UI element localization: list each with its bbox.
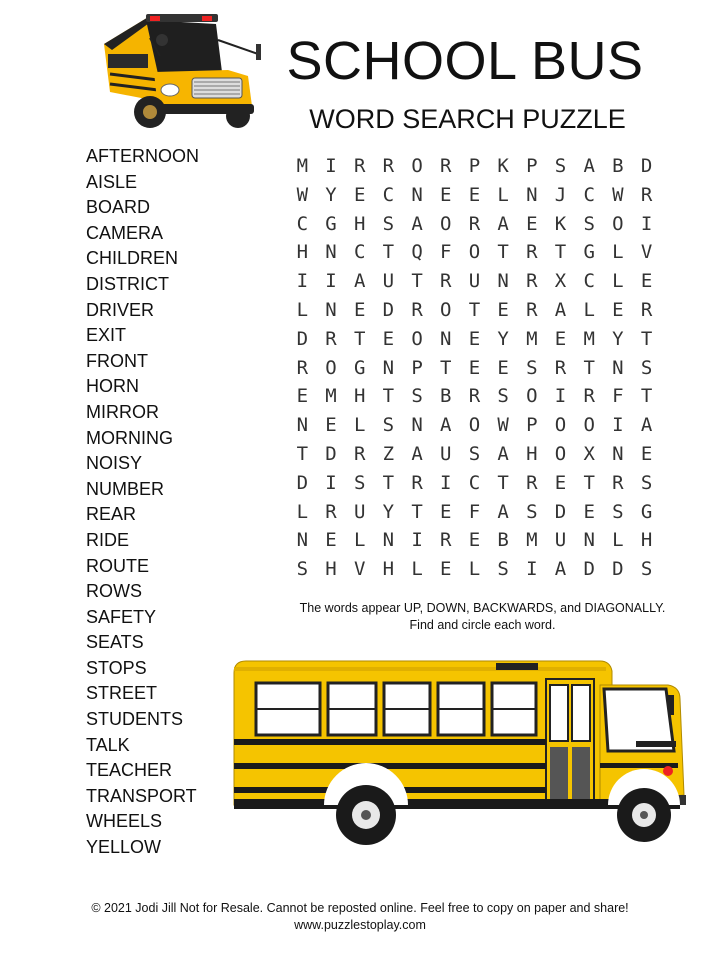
page-title: SCHOOL BUS [286,31,644,91]
grid-letter[interactable]: T [583,471,595,494]
grid-letter[interactable]: U [353,500,366,523]
grid-letter[interactable]: T [468,298,481,321]
word-list-item: STOPS [86,657,147,678]
grid-letter[interactable]: F [440,241,452,264]
grid-letter[interactable]: I [325,471,337,494]
grid-letter[interactable]: E [440,183,452,206]
grid-letter[interactable]: N [497,270,509,293]
grid-letter[interactable]: L [612,241,624,264]
grid-letter[interactable]: R [612,471,624,494]
word-list-item: FRONT [86,350,148,371]
grid-letter[interactable]: R [440,155,452,177]
word-list-item: STUDENTS [86,709,184,730]
grid-letter[interactable]: S [640,356,653,379]
school-bus-side-image [228,655,690,845]
grid-letter[interactable]: N [526,183,538,206]
grid-letter[interactable]: N [325,241,337,264]
grid-letter[interactable]: R [353,155,366,177]
grid-letter[interactable]: R [526,298,538,321]
grid-letter[interactable]: W [612,183,624,206]
grid-letter[interactable]: X [583,442,595,465]
grid-letter[interactable]: I [612,414,624,437]
grid-letter[interactable]: S [526,500,538,523]
grid-letter[interactable]: Y [382,500,395,523]
word-list-item: HORN [86,376,139,397]
grid-letter[interactable]: N [296,529,309,552]
grid-letter[interactable]: C [353,241,366,264]
grid-letter[interactable]: U [440,442,452,465]
grid-letter[interactable]: S [353,471,366,494]
grid-letter[interactable]: S [296,558,309,581]
word-list-item: TEACHER [86,760,173,781]
grid-letter[interactable]: E [353,183,366,206]
grid-letter[interactable]: T [382,241,395,264]
grid-letter[interactable]: B [612,155,624,177]
grid-letter[interactable]: S [526,356,538,379]
grid-letter[interactable]: T [640,385,653,408]
grid-letter[interactable]: T [353,327,366,350]
grid-letter[interactable]: D [296,471,309,494]
grid-letter[interactable]: E [497,356,509,379]
grid-letter[interactable]: U [554,529,567,552]
grid-letter[interactable]: R [640,183,653,206]
website-link: www.puzzlestoplay.com [294,918,426,932]
grid-letter[interactable]: L [411,558,423,581]
grid-letter[interactable]: H [325,558,337,581]
word-list-item: DRIVER [86,299,155,320]
grid-letter[interactable]: E [583,500,595,523]
grid-letter[interactable]: S [382,212,395,235]
grid-letter[interactable]: V [353,558,366,581]
grid-letter[interactable]: A [554,558,567,581]
grid-letter[interactable]: D [612,558,624,581]
grid-letter[interactable]: S [468,442,481,465]
grid-letter[interactable]: C [468,471,481,494]
grid-letter[interactable]: N [440,327,452,350]
grid-letter[interactable]: D [554,500,567,523]
grid-letter[interactable]: I [325,270,337,293]
grid-letter[interactable]: B [440,385,452,408]
grid-letter[interactable]: G [325,212,337,235]
word-list-item: ROWS [86,581,142,602]
school-bus-front-image [98,10,273,138]
grid-letter[interactable]: W [497,414,509,437]
grid-letter[interactable]: T [382,385,395,408]
grid-letter[interactable]: F [468,500,481,523]
grid-letter[interactable]: O [468,414,481,437]
grid-letter[interactable]: E [353,298,366,321]
grid-letter[interactable]: P [468,155,481,177]
grid-letter[interactable]: N [411,414,423,437]
grid-letter[interactable]: S [411,385,423,408]
grid-letter[interactable]: U [382,270,395,293]
grid-letter[interactable]: M [583,327,595,350]
grid-letter[interactable]: L [583,298,595,321]
grid-letter[interactable]: E [382,327,395,350]
grid-letter[interactable]: Y [612,327,624,350]
word-list-item: STREET [86,683,158,704]
grid-letter[interactable]: N [325,298,337,321]
grid-letter[interactable]: S [554,155,567,177]
word-list-item: CAMERA [86,222,164,243]
grid-letter[interactable]: R [411,298,423,321]
grid-letter[interactable]: R [640,298,653,321]
word-list-item: AFTERNOON [86,146,200,166]
grid-letter[interactable]: I [440,471,452,494]
word-list-item: NOISY [86,453,143,474]
grid-letter[interactable]: G [353,356,366,379]
grid-letter[interactable]: E [612,298,624,321]
grid-letter[interactable]: H [382,558,395,581]
grid-letter[interactable]: M [325,385,337,408]
grid-letter[interactable]: L [353,414,366,437]
grid-letter[interactable]: I [526,558,538,581]
grid-letter[interactable]: E [497,298,509,321]
grid-letter[interactable]: A [497,500,509,523]
grid-letter[interactable]: O [468,241,481,264]
grid-letter[interactable]: L [296,298,309,321]
word-list-item: MIRROR [86,401,159,422]
grid-letter[interactable]: I [554,385,567,408]
grid-letter[interactable]: R [411,471,423,494]
grid-letter[interactable]: H [640,529,653,552]
grid-letter[interactable]: M [526,529,538,552]
grid-letter[interactable]: D [296,327,309,350]
grid-letter[interactable]: K [554,212,567,235]
page-subtitle: WORD SEARCH PUZZLE [309,104,626,134]
grid-letter[interactable]: R [296,356,309,379]
grid-letter[interactable]: T [554,241,567,264]
word-list-item: YELLOW [86,837,162,858]
grid-letter[interactable]: R [468,212,481,235]
grid-letter[interactable]: S [612,500,624,523]
grid-letter[interactable]: C [296,212,309,235]
grid-letter[interactable]: T [411,270,423,293]
grid-letter[interactable]: O [583,414,595,437]
grid-letter[interactable]: R [468,385,481,408]
grid-letter[interactable]: N [382,529,395,552]
grid-letter[interactable]: C [583,183,595,206]
grid-letter[interactable]: O [440,212,452,235]
grid-letter[interactable]: I [296,270,309,293]
grid-letter[interactable]: H [353,385,366,408]
grid-letter[interactable]: O [411,155,423,177]
grid-letter[interactable]: Y [497,327,509,350]
grid-letter[interactable]: T [497,471,509,494]
word-list-item: NUMBER [86,478,165,499]
instructions-line-2: Find and circle each word. [409,618,556,632]
grid-letter[interactable]: E [468,356,481,379]
grid-letter[interactable]: O [554,442,567,465]
grid-letter[interactable]: O [411,327,423,350]
grid-letter[interactable]: E [468,183,481,206]
grid-letter[interactable]: R [382,155,395,177]
grid-letter[interactable]: C [583,270,595,293]
grid-letter[interactable]: T [497,241,509,264]
word-list-item: CHILDREN [86,248,179,269]
grid-letter[interactable]: I [325,155,337,177]
grid-letter[interactable]: R [353,442,366,465]
grid-letter[interactable]: I [640,212,653,235]
grid-letter[interactable]: Z [382,442,395,465]
grid-letter[interactable]: E [468,529,481,552]
grid-letter[interactable]: H [296,241,309,264]
grid-letter[interactable]: T [583,356,595,379]
grid-letter[interactable]: S [640,558,653,581]
word-list-item: MORNING [86,427,173,448]
grid-letter[interactable]: U [468,270,481,293]
grid-letter[interactable]: E [554,327,567,350]
grid-letter[interactable]: T [296,442,309,465]
grid-letter[interactable]: X [554,270,567,293]
grid-letter[interactable]: N [382,356,395,379]
grid-letter[interactable]: K [497,155,509,177]
grid-letter[interactable]: L [353,529,366,552]
grid-letter[interactable]: A [497,442,509,465]
grid-letter[interactable]: W [296,183,309,206]
word-list-item: SAFETY [86,606,157,627]
grid-letter[interactable]: O [554,414,567,437]
grid-letter[interactable]: R [440,270,452,293]
grid-letter[interactable]: E [526,212,538,235]
grid-letter[interactable]: L [612,270,624,293]
word-list-item: DISTRICT [86,273,169,294]
grid-letter[interactable]: G [583,241,595,264]
copyright-notice: © 2021 Jodi Jill Not for Resale. Cannot be reposted online. Feel free to copy on paper and share! [91,901,629,915]
grid-letter[interactable]: A [411,212,423,235]
grid-letter[interactable]: A [497,212,509,235]
grid-letter[interactable]: G [640,500,653,523]
word-list-item: BOARD [86,197,151,218]
grid-letter[interactable]: R [440,529,452,552]
word-list [86,144,199,861]
grid-letter[interactable]: D [583,558,595,581]
grid-letter[interactable]: J [554,183,567,206]
letter-grid [288,152,661,584]
instructions [270,600,695,634]
word-list-item: SEATS [86,632,144,653]
grid-letter[interactable]: D [640,155,653,177]
grid-letter[interactable]: E [440,500,452,523]
grid-letter[interactable]: N [411,183,423,206]
grid-letter[interactable]: O [440,298,452,321]
grid-letter[interactable]: H [353,212,366,235]
grid-letter[interactable]: T [440,356,452,379]
grid-letter[interactable]: R [526,270,538,293]
instructions-line-1: The words appear UP, DOWN, BACKWARDS, and DIAGONALLY. [299,601,666,615]
grid-letter[interactable]: N [612,356,624,379]
grid-letter[interactable]: R [583,385,595,408]
grid-letter[interactable]: S [640,471,653,494]
grid-letter[interactable]: H [526,442,538,465]
grid-letter[interactable]: P [526,414,538,437]
footer [0,900,720,934]
grid-letter[interactable]: E [554,471,567,494]
grid-letter[interactable]: L [468,558,481,581]
grid-letter[interactable]: F [612,385,624,408]
grid-letter[interactable]: B [497,529,509,552]
grid-letter[interactable]: O [526,385,538,408]
grid-letter[interactable]: O [612,212,624,235]
grid-letter[interactable]: T [382,471,395,494]
grid-letter[interactable]: T [640,327,653,350]
grid-letter[interactable]: D [382,298,395,321]
word-list-item: TALK [86,734,130,755]
grid-letter[interactable]: I [411,529,423,552]
grid-letter[interactable]: E [296,385,309,408]
grid-letter[interactable]: Y [325,183,337,206]
grid-letter[interactable]: A [640,414,653,437]
grid-letter[interactable]: O [325,356,337,379]
grid-letter[interactable]: L [497,183,509,206]
grid-letter[interactable]: N [296,414,309,437]
grid-letter[interactable]: S [583,212,595,235]
grid-letter[interactable]: C [382,183,395,206]
grid-letter[interactable]: A [411,442,423,465]
grid-letter[interactable]: E [440,558,452,581]
word-list-item: REAR [86,504,137,525]
grid-letter[interactable]: N [583,529,595,552]
grid-letter[interactable]: A [583,155,595,177]
word-list-item: EXIT [86,325,127,346]
grid-letter[interactable]: V [640,241,653,264]
grid-letter[interactable]: L [296,500,309,523]
grid-letter[interactable]: S [497,385,509,408]
grid-letter[interactable]: T [411,500,423,523]
grid-letter[interactable]: E [325,529,337,552]
grid-letter[interactable]: S [497,558,509,581]
word-list-item: WHEELS [86,811,163,832]
word-list-item: AISLE [86,171,138,192]
grid-letter[interactable]: A [353,270,366,293]
grid-letter[interactable]: P [526,155,538,177]
grid-letter[interactable]: L [612,529,624,552]
grid-letter[interactable]: E [640,442,653,465]
grid-letter[interactable]: A [440,414,452,437]
grid-letter[interactable]: E [640,270,653,293]
word-list-item: TRANSPORT [86,785,197,806]
grid-letter[interactable]: S [382,414,395,437]
grid-letter[interactable]: R [325,500,337,523]
word-list-item: ROUTE [86,555,149,576]
grid-letter[interactable]: P [411,356,423,379]
word-list-item: RIDE [86,529,130,550]
grid-letter[interactable]: R [526,241,538,264]
grid-letter[interactable]: R [325,327,337,350]
grid-letter[interactable]: A [554,298,567,321]
grid-letter[interactable]: R [554,356,567,379]
grid-letter[interactable]: M [526,327,538,350]
grid-letter[interactable]: R [526,471,538,494]
grid-letter[interactable]: D [325,442,337,465]
grid-letter[interactable]: N [612,442,624,465]
grid-letter[interactable]: Q [411,241,423,264]
grid-letter[interactable]: E [325,414,337,437]
grid-letter[interactable]: M [296,155,309,177]
grid-letter[interactable]: E [468,327,481,350]
